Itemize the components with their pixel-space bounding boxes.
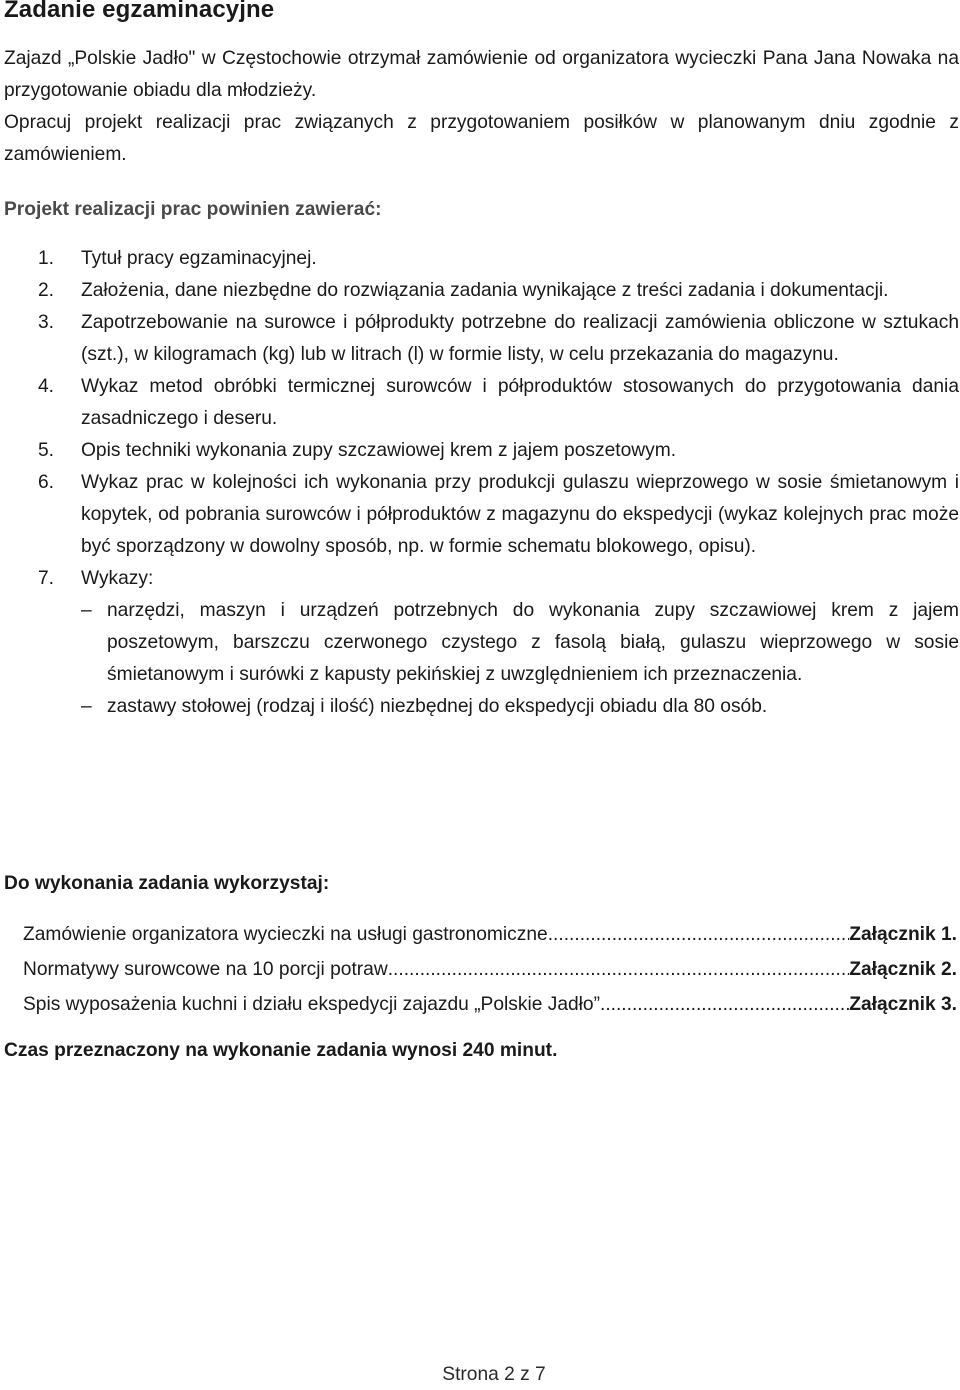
attachments-list [23, 917, 957, 1022]
task-text: Wykaz metod obróbki termicznej surowców i półproduktów stosowanych do przygotowania dania zasadniczego i deseru. [81, 376, 959, 429]
lists-sublist [81, 595, 959, 723]
task-number: 3. [38, 312, 55, 333]
attachment-row-2 [23, 952, 957, 987]
task-text: Opis techniki wykonania zupy szczawiowej krem z jajem poszetowym. [81, 440, 677, 461]
task-number: 6. [38, 472, 55, 493]
intro-text [4, 43, 959, 171]
task-item-2 [0, 275, 960, 307]
task-list [0, 243, 960, 723]
intro-paragraph-instruction: Opracuj projekt realizacji prac związanych z przygotowaniem posiłków w planowanym dniu zgodnie z zamówieniem. [4, 112, 959, 165]
task-item-1 [0, 243, 960, 275]
task-text: Założenia, dane niezbędne do rozwiązania zadania wynikające z treści zadania i dokumentacji. [81, 280, 889, 301]
attachment-label: Spis wyposażenia kuchni i działu ekspedycji zajazdu „Polskie Jadło” [23, 994, 600, 1015]
sublist-item-tools [81, 595, 959, 691]
dot-leader [388, 952, 850, 987]
attachment-ref: Załącznik 3. [849, 994, 957, 1015]
task-item-6 [0, 467, 960, 563]
sublist-text: zastawy stołowej (rodzaj i ilość) niezbędnej do ekspedycji obiadu dla 80 osób. [107, 696, 768, 717]
task-number: 2. [38, 280, 55, 301]
attachment-ref: Załącznik 1. [849, 924, 957, 945]
page-title: Zadanie egzaminacyjne [4, 0, 275, 23]
attachment-label: Zamówienie organizatora wycieczki na usługi gastronomiczne [23, 924, 548, 945]
task-item-5 [0, 435, 960, 467]
dash-bullet: – [81, 600, 92, 621]
attachment-row-3 [23, 987, 957, 1022]
task-number: 5. [38, 440, 55, 461]
task-item-4 [0, 371, 960, 435]
dot-leader [600, 987, 849, 1022]
task-text: Tytuł pracy egzaminacyjnej. [81, 248, 317, 269]
task-text: Wykaz prac w kolejności ich wykonania przy produkcji gulaszu wieprzowego w sosie śmietanowym i kopytek, od pobrania surowców i półproduktów z magazynu do ekspedycji (wykaz kolejnych prac może być sporządzony w dowolny sposób, np. w formie schematu blokowego, opisu). [81, 472, 959, 557]
attachment-row-1 [23, 917, 957, 952]
dot-leader [548, 917, 850, 952]
task-number: 7. [38, 568, 55, 589]
dash-bullet: – [81, 696, 92, 717]
task-item-3 [0, 307, 960, 371]
task-number: 4. [38, 376, 55, 397]
task-text: Wykazy: [81, 568, 154, 589]
task-item-7 [0, 563, 960, 723]
task-number: 1. [38, 248, 55, 269]
attachment-ref: Załącznik 2. [849, 959, 957, 980]
project-heading: Projekt realizacji prac powinien zawierać: [4, 199, 382, 220]
task-text: Zapotrzebowanie na surowce i półprodukty potrzebne do realizacji zamówienia obliczone w sztukach (szt.), w kilogramach (kg) lub w litrach (l) w formie listy, w celu przekazania do magazynu. [81, 312, 959, 365]
sublist-text: narzędzi, maszyn i urządzeń potrzebnych do wykonania zupy szczawiowej krem z jajem poszetowym, barszczu czerwonego czystego z fasolą białą, gulaszu wieprzowego w sosie śmietanowym i surówki z kapusty pekińskiej z uwzględnieniem ich przeznaczenia. [107, 600, 959, 685]
time-note: Czas przeznaczony na wykonanie zadania wynosi 240 minut. [4, 1040, 558, 1061]
intro-paragraph-order: Zajazd „Polskie Jadło" w Częstochowie otrzymał zamówienie od organizatora wycieczki Pana Jana Nowaka na przygotowanie obiadu dla młodzieży. [4, 48, 959, 101]
sublist-item-tableware [81, 691, 959, 723]
page-number: Strona 2 z 7 [442, 1364, 546, 1385]
attachment-label: Normatywy surowcowe na 10 porcji potraw [23, 959, 388, 980]
resources-heading: Do wykonania zadania wykorzystaj: [4, 873, 330, 894]
